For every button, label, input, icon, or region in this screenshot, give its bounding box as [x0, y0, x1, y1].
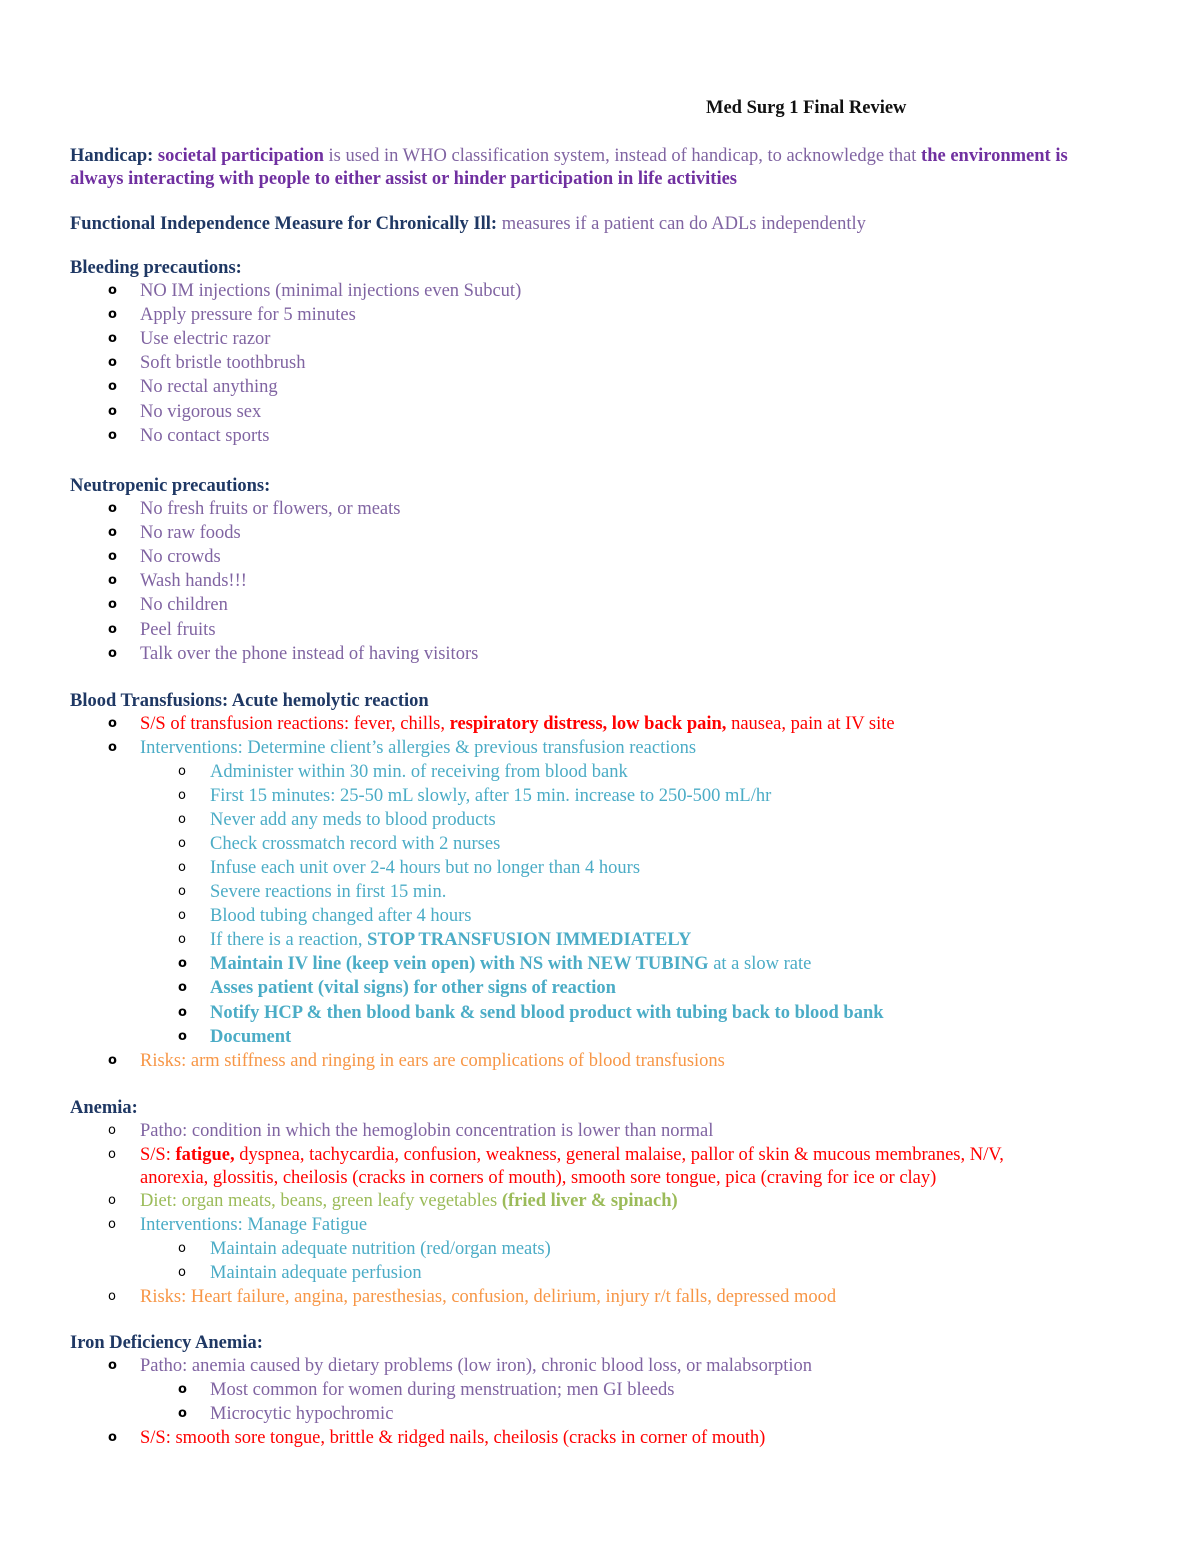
bullet-o-icon: o — [178, 908, 186, 923]
bullet-o-icon: o — [108, 573, 117, 588]
bullet-o-icon: o — [108, 1358, 117, 1373]
handicap-text: is used in WHO classification system, instead of handicap, to acknowledge that — [323, 146, 922, 166]
bullet-o-icon: o — [108, 355, 117, 370]
bullet-o-icon: o — [178, 1241, 186, 1256]
bullet-o-icon: o — [178, 1382, 187, 1397]
iron-heading: Iron Deficiency Anemia: — [70, 1333, 263, 1353]
bullet-o-icon: o — [178, 1029, 187, 1044]
bullet-o-icon: o — [108, 646, 117, 661]
fim-line — [70, 212, 866, 236]
bullet-o-icon: o — [178, 764, 186, 779]
bullet-o-icon: o — [108, 622, 117, 637]
bullet-o-icon: o — [178, 932, 186, 947]
neutropenic-heading: Neutropenic precautions: — [70, 476, 271, 496]
bullet-o-icon: o — [108, 404, 117, 419]
bullet-o-icon: o — [108, 716, 117, 731]
bullet-o-icon: o — [108, 283, 117, 298]
page-title: Med Surg 1 Final Review — [706, 98, 907, 118]
bullet-o-icon: o — [178, 836, 186, 851]
bullet-o-icon: o — [178, 1265, 186, 1280]
bullet-o-icon: o — [108, 501, 117, 516]
bullet-o-icon: o — [108, 307, 117, 322]
handicap-label: Handicap: — [70, 146, 154, 166]
fim-text: measures if a patient can do ADLs independently — [497, 214, 866, 234]
bullet-o-icon: o — [108, 379, 117, 394]
bullet-o-icon: o — [178, 788, 186, 803]
bullet-o-icon: o — [178, 812, 186, 827]
bullet-o-icon: o — [178, 956, 187, 971]
handicap-line-2 — [70, 167, 737, 191]
handicap-line-1 — [70, 144, 1068, 168]
handicap-term: societal participation — [157, 146, 324, 166]
bullet-o-icon: o — [108, 1147, 116, 1162]
bullet-o-icon: o — [178, 884, 186, 899]
transfusion-heading: Blood Transfusions: Acute hemolytic reaction — [70, 691, 429, 711]
bullet-o-icon: o — [108, 1193, 116, 1208]
anemia-heading: Anemia: — [70, 1098, 138, 1118]
bullet-o-icon: o — [108, 1430, 117, 1445]
bullet-o-icon: o — [108, 1289, 116, 1304]
handicap-bold-2: always interacting with people to either assist or hinder participation in life activities — [70, 169, 737, 189]
fim-label: Functional Independence Measure for Chronically Ill: — [70, 214, 498, 234]
bullet-o-icon: o — [108, 525, 117, 540]
bullet-o-icon: o — [108, 740, 117, 755]
bullet-o-icon: o — [178, 1406, 187, 1421]
bullet-o-icon: o — [108, 1217, 116, 1232]
handicap-bold-1: the environment is — [921, 146, 1068, 166]
bullet-o-icon: o — [108, 597, 117, 612]
bullet-o-icon: o — [178, 860, 186, 875]
bullet-o-icon: o — [108, 428, 117, 443]
bullet-o-icon: o — [108, 549, 117, 564]
bleeding-heading: Bleeding precautions: — [70, 258, 242, 278]
bullet-o-icon: o — [178, 980, 187, 995]
bullet-o-icon: o — [178, 1005, 187, 1020]
bullet-o-icon: o — [108, 331, 117, 346]
bullet-o-icon: o — [108, 1123, 116, 1138]
bullet-o-icon: o — [108, 1053, 117, 1068]
